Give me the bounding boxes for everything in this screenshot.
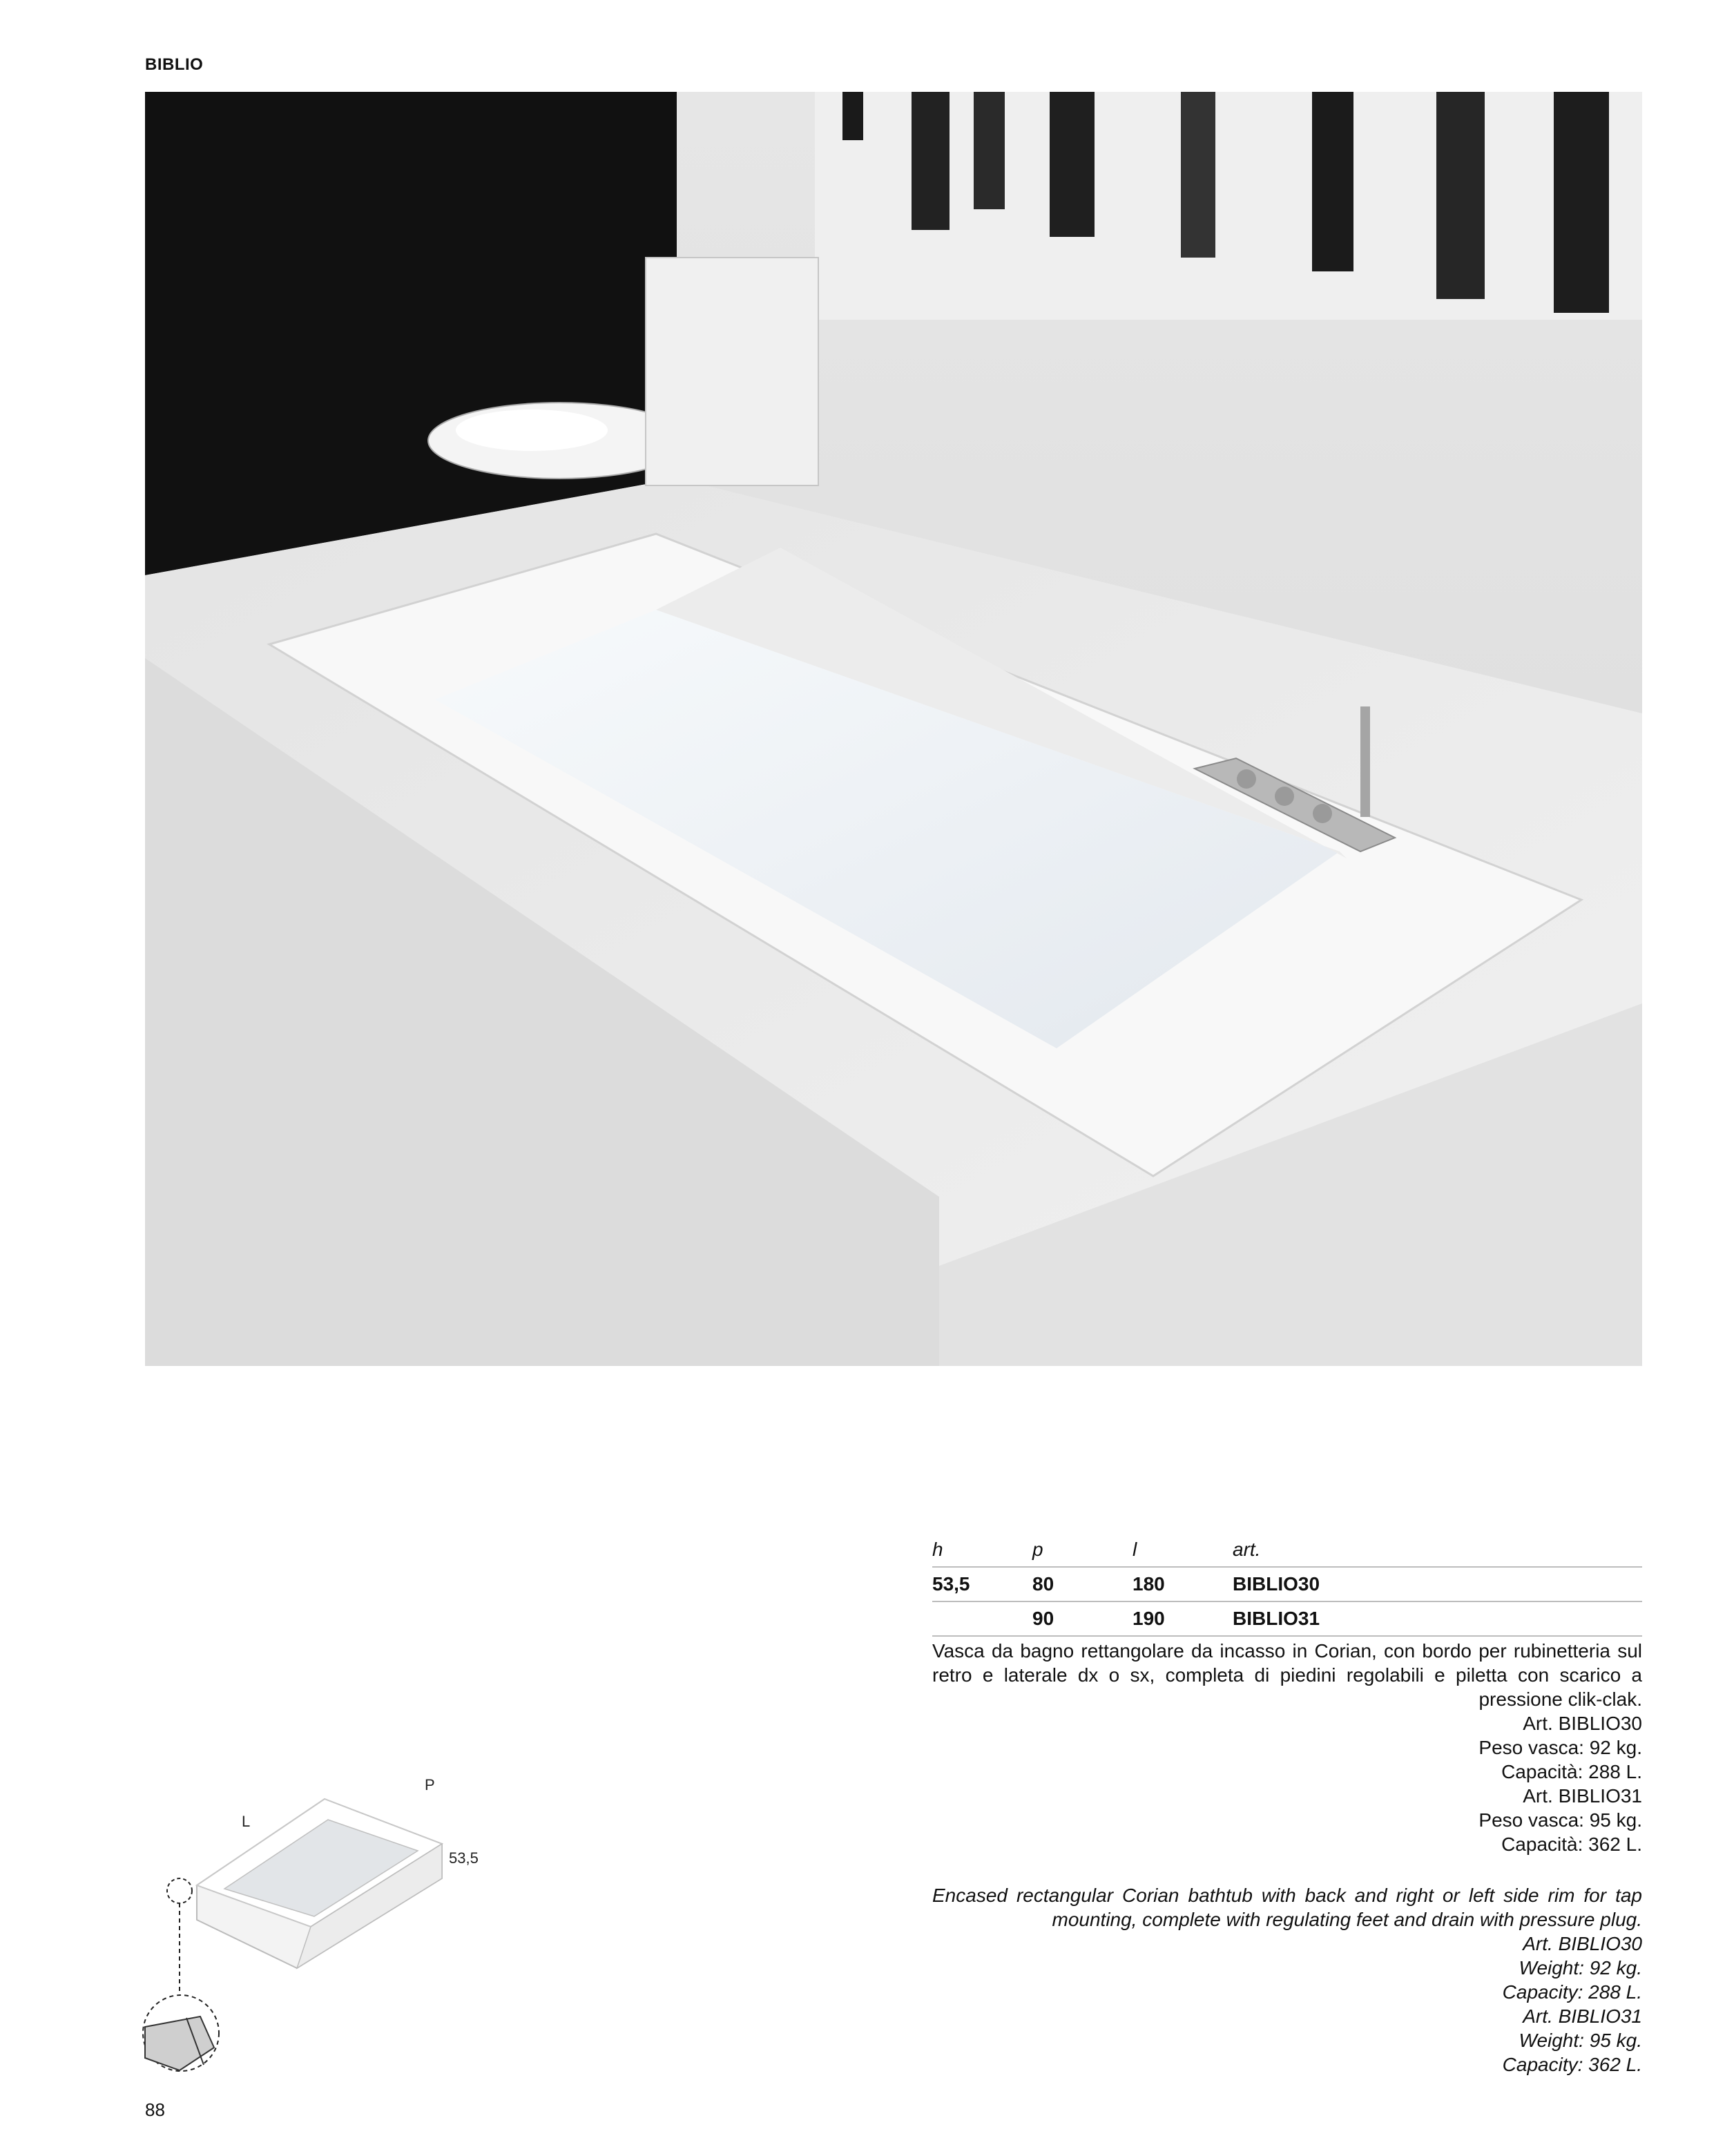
spec-line: Peso vasca: 95 kg. [1478, 1809, 1642, 1831]
spec-line: Weight: 95 kg. [1519, 2030, 1642, 2051]
product-photo [145, 92, 1642, 1366]
cell-p: 90 [1032, 1608, 1054, 1629]
spec-line: Art. BIBLIO31 [1523, 1785, 1642, 1807]
cell-p: 80 [1032, 1573, 1054, 1595]
cell-art: BIBLIO30 [1233, 1573, 1320, 1595]
cell-l: 190 [1133, 1608, 1165, 1629]
spec-line: Weight: 92 kg. [1519, 1957, 1642, 1979]
header-art: art. [1233, 1539, 1261, 1560]
spec-line: Art. BIBLIO31 [1523, 2005, 1642, 2027]
cell-l: 180 [1133, 1573, 1165, 1595]
spec-line: Capacità: 288 L. [1501, 1761, 1642, 1782]
dimension-label-l: L [242, 1813, 251, 1830]
spec-line: Peso vasca: 92 kg. [1478, 1737, 1642, 1758]
table-row [932, 1602, 1642, 1637]
header-h: h [932, 1539, 943, 1560]
spec-line: Art. BIBLIO30 [1523, 1933, 1642, 1954]
table-row [932, 1568, 1642, 1602]
specs-table [932, 1533, 1642, 1637]
page-title: BIBLIO [145, 55, 204, 74]
dimension-label-p: P [425, 1776, 435, 1793]
spec-line: Art. BIBLIO30 [1523, 1713, 1642, 1734]
header-l: l [1133, 1539, 1137, 1560]
tub-diagram [138, 1768, 497, 2092]
tub-drawing [138, 1768, 497, 2092]
description-italian-text: Vasca da bagno rettangolare da incasso in Corian, con bordo per rubinetteria sul retro e laterale dx o sx, completa di piedini regolabili e piletta con scarico a pressione clik-clak. [932, 1640, 1642, 1710]
spec-line: Capacity: 362 L. [1502, 2054, 1642, 2075]
spec-line: Capacity: 288 L. [1502, 1981, 1642, 2003]
dimension-label-h: 53,5 [449, 1849, 479, 1867]
description-english [932, 1883, 1642, 2077]
description-italian [932, 1639, 1642, 1856]
cell-h: 53,5 [932, 1573, 970, 1595]
spec-line: Capacità: 362 L. [1501, 1833, 1642, 1855]
header-p: p [1032, 1539, 1043, 1560]
description-english-text: Encased rectangular Corian bathtub with back and right or left side rim for tap mounting, complete with regulating feet and drain with pressure plug. [932, 1885, 1642, 1930]
page-number: 88 [145, 2099, 165, 2120]
specs-header-row [932, 1533, 1642, 1568]
cell-art: BIBLIO31 [1233, 1608, 1320, 1629]
